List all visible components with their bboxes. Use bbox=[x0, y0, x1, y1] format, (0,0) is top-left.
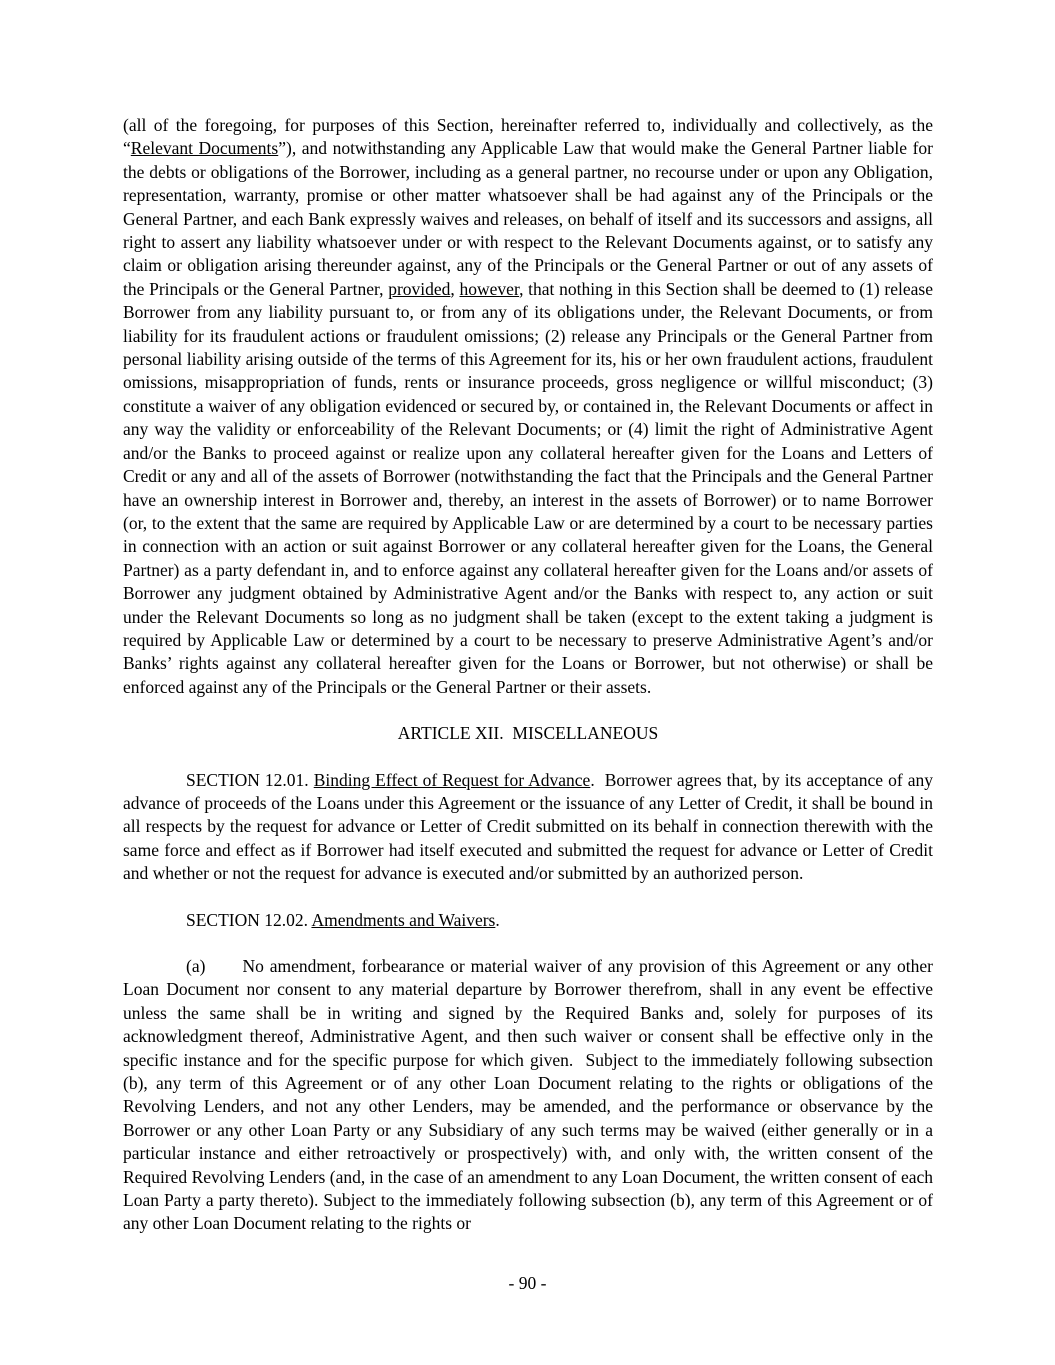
section-title-underlined: Amendments and Waivers bbox=[311, 909, 496, 930]
text-run: ”), and notwithstanding any Applicable Law that would make the General Partner liable for the debts or obligations of the Borrower, including as a general partner, no recourse under or upon any Obligation, representation, warranty, promise or other matter whatsoever shall be had against any of the Principals or the General Partner, and each Bank expressly waives and releases, on behalf of itself and its successors and assigns, all right to assert any liability whatsoever under or with respect to the Relevant Documents against, or to satisfy any claim or obligation arising thereunder against, any of the Principals or the General Partner or out of any assets of the Principals or the General Partner, bbox=[123, 138, 933, 299]
underlined-term-provided: provided bbox=[388, 278, 451, 299]
underlined-term-relevant-documents: Relevant Documents bbox=[130, 138, 279, 159]
text-run: , bbox=[450, 278, 460, 299]
page-number: - 90 - bbox=[508, 1273, 547, 1293]
section-12-02-paragraph bbox=[123, 909, 933, 932]
section-title-underlined: Binding Effect of Request for Advance bbox=[313, 769, 591, 790]
text-run: , that nothing in this Section shall be deemed to (1) release Borrower from any liability pursuant to, or from any of its obligations under, the Relevant Documents, or from liability for its fraudulent actions or fraudulent omissions; (2) release any Principals or the General Partner from personal liability arising outside of the terms of this Agreement for its, his or her own fraudulent actions, fraudulent omissions, misappropriation of funds, rents or insurance proceeds, gross negligence or willful misconduct; (3) constitute a waiver of any obligation evidenced or secured by, or contained in, the Relevant Documents or affect in any way the validity or enforceability of the Relevant Documents; or (4) limit the right of Administrative Agent and/or the Banks to proceed against or realize upon any collateral hereafter given for the Loans and Letters of Credit or any and all of the assets of Borrower (notwithstanding the fact that the Principals and the General Partner have an ownership interest in Borrower and, thereby, an interest in the assets of Borrower) or to name Borrower (or, to the extent that the same are required by Applicable Law or are determined by a court to be necessary parties in connection with an action or suit against Borrower or any collateral hereafter given for the Loans, the General Partner) as a party defendant in, and to enforce against any collateral hereafter given for the Loans and/or assets of Borrower any judgment obtained by Administrative Agent and/or the Banks with respect to, any action or suit under the Relevant Documents so long as no judgment shall be taken (except to the extent taking a judgment is required by Applicable Law or determined by a court to be necessary to preserve Administrative Agent’s and/or Banks’ rights against any collateral hereafter given for the Loans or Borrower, but not otherwise) or shall be enforced against any of the Principals or the General Partner or their assets. bbox=[123, 278, 933, 697]
section-number: SECTION 12.02. bbox=[186, 909, 312, 930]
section-12-01-paragraph bbox=[123, 769, 933, 886]
list-label: (a) bbox=[186, 956, 206, 976]
paragraph-recourse bbox=[123, 114, 933, 699]
page-content bbox=[123, 114, 933, 1259]
text-run: . bbox=[495, 909, 500, 930]
paragraph-a bbox=[123, 955, 933, 1236]
text-run: (all of the foregoing, for purposes of this Section, hereinafter referred to, individually and collectively, as the “ bbox=[123, 115, 933, 159]
text-run: No amendment, forbearance or material waiver of any provision of this Agreement or any other Loan Document nor consent to any material departure by Borrower therefrom, shall in any event be effective unless the same shall be in writing and signed by the Required Banks and, solely for purposes of its acknowledgment thereof, Administrative Agent, and then such waiver or consent shall be effective only in the specific instance and for the specific purpose for which given. Subject to the immediately following subsection (b), any term of this Agreement or of any other Loan Document relating to the rights or obligations of the Revolving Lenders, and not any other Lenders, may be amended, and the performance or observance by the Borrower or any other Loan Party or any Subsidiary of any such terms may be waived (either generally or in a particular instance and either retroactively or prospectively) with, and only with, the written consent of the Required Revolving Lenders (and, in the case of an amendment to any Loan Document, the written consent of each Loan Party a party thereto). Subject to the immediately following subsection (b), any term of this Agreement or of any other Loan Document relating to the rights or bbox=[123, 956, 933, 1234]
article-heading: ARTICLE XII. MISCELLANEOUS bbox=[397, 723, 659, 744]
underlined-term-however: however bbox=[459, 278, 520, 299]
text-run: . Borrower agrees that, by its acceptance of any advance of proceeds of the Loans under this Agreement or the issuance of any Letter of Credit, it shall be bound in all respects by the request for advance or Letter of Credit submitted on its behalf in connection therewith with the same force and effect as if Borrower had itself executed and submitted the request for advance or Letter of Credit and whether or not the request for advance is executed and/or submitted by an authorized person. bbox=[123, 769, 933, 884]
section-number: SECTION 12.01. bbox=[186, 769, 314, 790]
